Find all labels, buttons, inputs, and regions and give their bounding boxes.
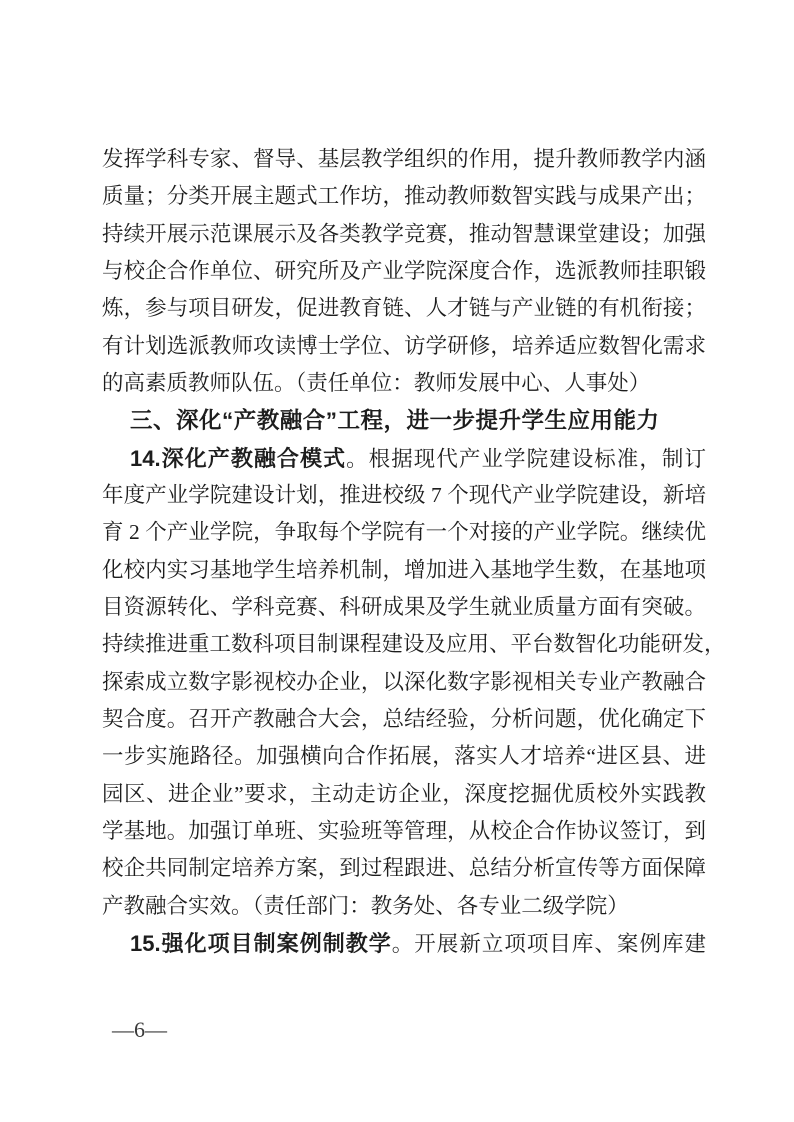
item-15-lead-rest: 。开展新立项项目库、案例库建 xyxy=(391,931,706,956)
body-line: 质量；分类开展主题式工作坊，推动教师数智实践与成果产出； xyxy=(102,184,706,209)
body-line: 有计划选派教师攻读博士学位、访学研修，培养适应数智化需求 xyxy=(102,333,706,358)
body-line: 与校企合作单位、研究所及产业学院深度合作，选派教师挂职锻 xyxy=(102,258,706,283)
body-line: 校企共同制定培养方案，到过程跟进、总结分析宣传等方面保障 xyxy=(102,856,706,881)
body-line: 年度产业学院建设计划，推进校级 7 个现代产业学院建设，新培 xyxy=(102,482,706,507)
body-line: 一步实施路径。加强横向合作拓展，落实人才培养“进区县、进 xyxy=(102,744,706,769)
body-line: 学基地。加强订单班、实验班等管理，从校企合作协议签订，到 xyxy=(102,818,706,843)
page-number: —6— xyxy=(112,1017,167,1042)
item-15-lead: 15.强化项目制案例制教学 xyxy=(130,930,392,956)
body-line: 的高素质教师队伍。（责任单位：教师发展中心、人事处） xyxy=(102,370,651,395)
item-14-lead: 14.深化产教融合模式 xyxy=(130,445,347,471)
body-line: 目资源转化、学科竞赛、科研成果及学生就业质量方面有突破。 xyxy=(102,594,706,619)
body-line xyxy=(102,925,706,962)
body-line xyxy=(102,440,706,477)
text-block xyxy=(102,141,726,962)
item-14-lead-rest: 。根据现代产业学院建设标准，制订 xyxy=(346,446,706,471)
body-line: 产教融合实效。（责任部门：教务处、各专业二级学院） xyxy=(102,893,629,918)
body-line: 育 2 个产业学院，争取每个学院有一个对接的产业学院。继续优 xyxy=(102,520,706,545)
body-line: 化校内实习基地学生培养机制，增加进入基地学生数，在基地项 xyxy=(102,557,706,582)
body-line: 契合度。召开产教融合大会，总结经验，分析问题，优化确定下 xyxy=(102,706,706,731)
body-line: 持续推进重工数科项目制课程建设及应用、平台数智化功能研发， xyxy=(102,632,726,657)
body-line: 持续开展示范课展示及各类教学竞赛，推动智慧课堂建设；加强 xyxy=(102,221,706,246)
body-line: 探索成立数字影视校办企业，以深化数字影视相关专业产教融合 xyxy=(102,669,706,694)
body-line: 园区、进企业”要求，主动走访企业，深度挖掘优质校外实践教 xyxy=(102,781,706,806)
section-heading: 三、深化“产教融合”工程，进一步提升学生应用能力 xyxy=(130,408,660,434)
body-line: 发挥学科专家、督导、基层教学组织的作用，提升教师教学内涵 xyxy=(102,147,706,171)
body-line: 炼，参与项目研发，促进教育链、人才链与产业链的有机衔接； xyxy=(102,296,706,321)
